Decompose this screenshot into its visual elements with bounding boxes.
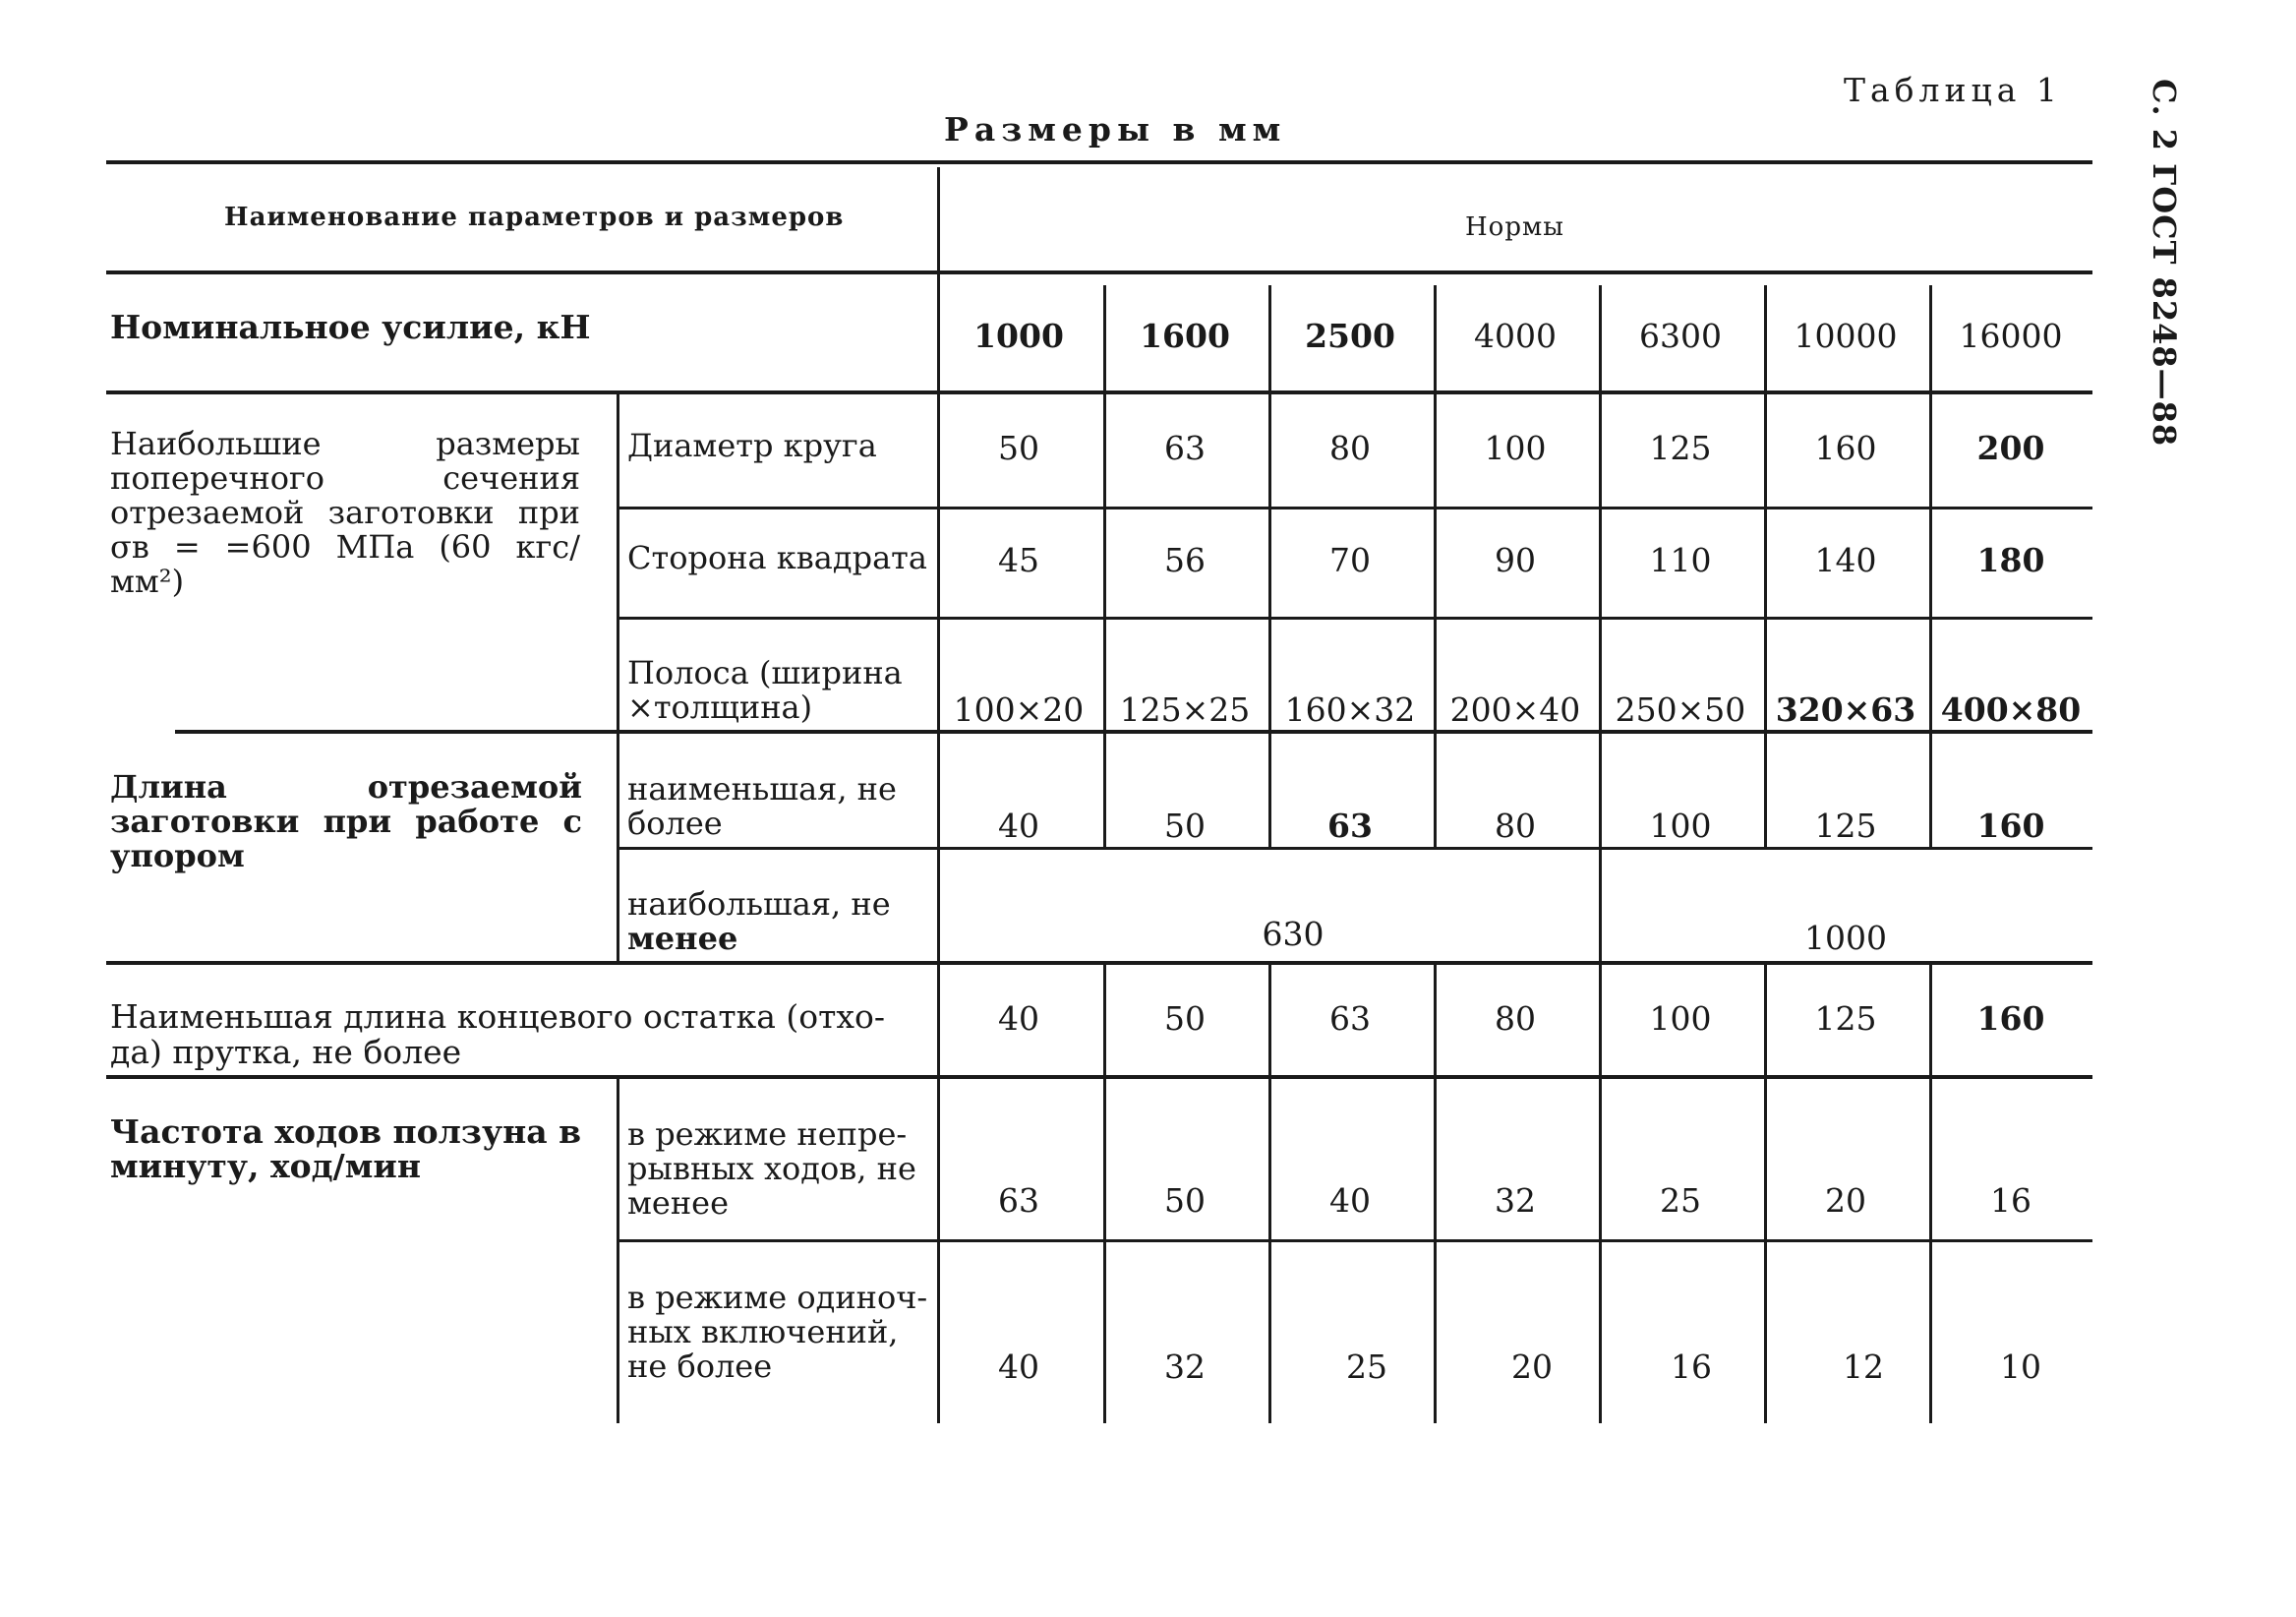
length-min-value: 160 [1976, 807, 2045, 845]
diameter-value: 63 [1164, 429, 1206, 467]
table-number: Таблица 1 [1844, 71, 2062, 109]
standard-label: С. 2 ГОСТ 8248—88 [2146, 79, 2183, 448]
remnant-value: 63 [1329, 999, 1371, 1038]
square-value: 90 [1495, 541, 1536, 579]
strip-value: 250×50 [1615, 690, 1746, 729]
length-min-value: 125 [1814, 807, 1877, 845]
force-value: 1000 [973, 317, 1064, 355]
continuous-value: 63 [998, 1181, 1039, 1220]
strip-value: 200×40 [1449, 690, 1581, 729]
single-value: 16 [1671, 1348, 1712, 1386]
continuous-value: 50 [1164, 1181, 1206, 1220]
continuous-value: 16 [1990, 1181, 2031, 1220]
diameter-value: 200 [1976, 429, 2045, 467]
remnant-value: 50 [1164, 999, 1206, 1038]
diameter-value: 125 [1649, 429, 1712, 467]
square-value: 70 [1329, 541, 1371, 579]
frequency-label-1: Частота ходов ползуна в [110, 1112, 582, 1151]
square-value: 180 [1976, 541, 2045, 579]
single-value: 32 [1164, 1348, 1206, 1386]
continuous-label-2: рывных ходов, не [627, 1150, 916, 1187]
continuous-label-1: в режиме непре- [627, 1115, 908, 1153]
square-value: 110 [1649, 541, 1712, 579]
diameter-value: 80 [1329, 429, 1371, 467]
rule-continuous [619, 1239, 2092, 1242]
length-min-value: 100 [1649, 807, 1712, 845]
remnant-value: 80 [1495, 999, 1536, 1038]
single-value: 10 [2000, 1348, 2041, 1386]
square-value: 56 [1164, 541, 1206, 579]
row-section-label: Наибольшие размеры поперечного сечения отрезаемой заготовки при σв = =600 МПа (60 кгс/мм²) [110, 425, 580, 600]
col-rule-sub-1 [617, 390, 619, 730]
continuous-value: 25 [1660, 1181, 1701, 1220]
force-value: 1600 [1140, 317, 1230, 355]
units-caption: Размеры в мм [944, 110, 1287, 149]
length-min-value: 50 [1164, 807, 1206, 845]
rule-force [106, 390, 2092, 394]
square-label: Сторона квадрата [627, 539, 927, 576]
square-value: 140 [1814, 541, 1877, 579]
strip-label-2: ×толщина) [627, 689, 813, 726]
length-max-label-1: наибольшая, не [627, 885, 891, 923]
single-value: 40 [998, 1348, 1039, 1386]
remnant-value: 40 [998, 999, 1039, 1038]
rule-length [106, 961, 2092, 965]
single-value: 12 [1843, 1348, 1884, 1386]
single-label-2: ных включений, [627, 1313, 899, 1350]
remnant-value: 160 [1976, 999, 2045, 1038]
remnant-value: 100 [1649, 999, 1712, 1038]
running-header [2124, 79, 2183, 448]
rule-strip [175, 730, 2092, 734]
strip-value: 400×80 [1940, 690, 2082, 729]
length-min-value: 80 [1495, 807, 1536, 845]
force-value: 6300 [1639, 317, 1722, 355]
rule-diameter [619, 507, 2092, 509]
rule-remnant [106, 1075, 2092, 1079]
header-param: Наименование параметров и размеров [224, 203, 845, 232]
strip-value: 125×25 [1119, 690, 1251, 729]
length-max-value-left: 630 [1262, 915, 1325, 953]
rule-top [106, 160, 2092, 164]
rule-header [106, 270, 2092, 274]
row-length-label: Длина отрезаемой заготовки при работе с упором [110, 768, 582, 874]
rule-square [619, 617, 2092, 620]
strip-value: 100×20 [953, 690, 1085, 729]
diameter-value: 100 [1484, 429, 1547, 467]
col-rule-sub-2 [617, 730, 619, 961]
header-norms: Нормы [1465, 212, 1564, 242]
length-max-value-right: 1000 [1804, 919, 1887, 957]
single-value: 25 [1346, 1348, 1387, 1386]
single-label-1: в режиме одиноч- [627, 1279, 928, 1316]
force-value: 16000 [1959, 317, 2063, 355]
force-value: 4000 [1474, 317, 1557, 355]
strip-value: 160×32 [1284, 690, 1416, 729]
diameter-value: 50 [998, 429, 1039, 467]
single-label-3: не более [627, 1348, 773, 1385]
remnant-label-2: да) прутка, не более [110, 1033, 462, 1071]
length-min-label-1: наименьшая, не [627, 770, 897, 808]
remnant-value: 125 [1814, 999, 1877, 1038]
diameter-label: Диаметр круга [627, 427, 877, 464]
rule-length-min [619, 847, 2092, 850]
single-value: 20 [1511, 1348, 1553, 1386]
row-force-label: Номинальное усилие, кН [110, 308, 591, 346]
continuous-label-3: менее [627, 1184, 730, 1222]
force-value: 2500 [1305, 317, 1395, 355]
continuous-value: 32 [1495, 1181, 1536, 1220]
strip-value: 320×63 [1775, 690, 1916, 729]
frequency-label-2: минуту, ход/мин [110, 1147, 421, 1185]
col-rule-sub-3 [617, 1075, 619, 1423]
length-min-value: 40 [998, 807, 1039, 845]
length-max-label-2: менее [627, 920, 738, 957]
strip-label-1: Полоса (ширина [627, 654, 903, 691]
diameter-value: 160 [1814, 429, 1877, 467]
remnant-label-1: Наименьшая длина концевого остатка (отхо- [110, 997, 885, 1036]
length-min-label-2: более [627, 805, 723, 842]
continuous-value: 20 [1825, 1181, 1866, 1220]
force-value: 10000 [1794, 317, 1898, 355]
length-min-value: 63 [1327, 807, 1373, 845]
col-rule-norms [937, 167, 940, 1423]
continuous-value: 40 [1329, 1181, 1371, 1220]
square-value: 45 [998, 541, 1039, 579]
